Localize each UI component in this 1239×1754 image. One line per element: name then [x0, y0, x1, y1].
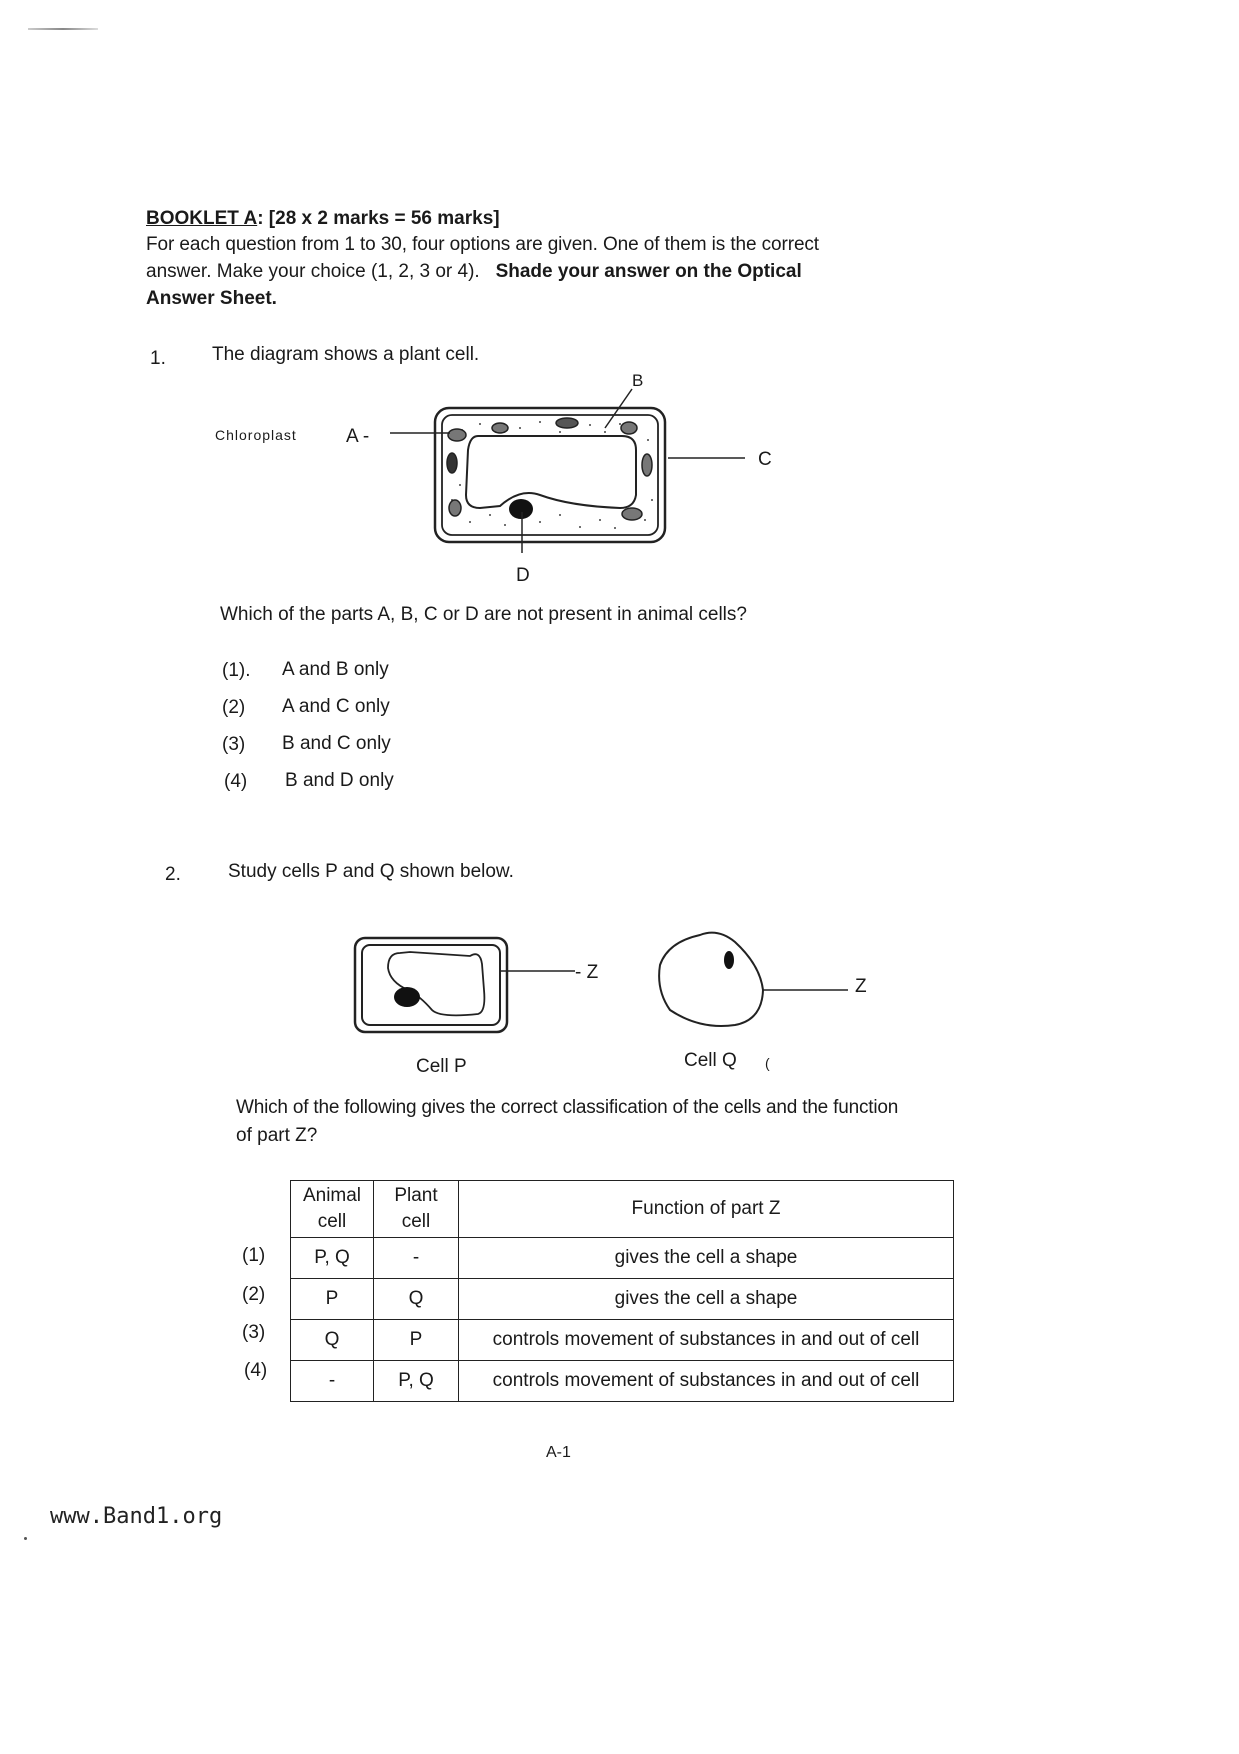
- cell-q-membrane: [659, 933, 763, 1026]
- question-1-text: Which of the parts A, B, C or D are not present in animal cells?: [220, 604, 747, 625]
- cell-plant: P: [374, 1320, 459, 1361]
- stray-mark: (: [765, 1055, 770, 1071]
- cell-function: controls movement of substances in and out of cell: [459, 1361, 954, 1402]
- cell-animal: P: [291, 1279, 374, 1320]
- question-2-stem: Study cells P and Q shown below.: [228, 861, 514, 882]
- table-row: [291, 1361, 954, 1402]
- instructions-line-1: For each question from 1 to 30, four options are given. One of them is the correct: [146, 234, 819, 255]
- cell-function: controls movement of substances in and out of cell: [459, 1320, 954, 1361]
- option-3-text: B and C only: [282, 733, 391, 754]
- option-2-text: A and C only: [282, 696, 390, 717]
- cell-q-label-z: Z: [855, 976, 867, 997]
- question-2-number: 2.: [165, 864, 181, 885]
- header-animal-line1: Animal: [302, 1185, 362, 1206]
- question-2-text-line-2: of part Z?: [236, 1125, 318, 1146]
- header-animal-line2: cell: [317, 1211, 347, 1232]
- header-plant-line2: cell: [401, 1211, 431, 1232]
- cell-function: gives the cell a shape: [459, 1279, 954, 1320]
- cell-plant: P, Q: [374, 1361, 459, 1402]
- cell-plant: -: [374, 1238, 459, 1279]
- scan-dot: [24, 1537, 27, 1540]
- option-3-number: (3): [222, 734, 246, 755]
- booklet-marks: : [28 x 2 marks = 56 marks]: [257, 208, 500, 229]
- question-1-number: 1.: [150, 348, 166, 369]
- cell-p-nucleus: [394, 987, 420, 1007]
- booklet-label: BOOKLET A: [146, 208, 258, 229]
- classification-table: [290, 1180, 954, 1402]
- row-2-number: (2): [242, 1284, 266, 1305]
- header-plant-cell: [374, 1181, 459, 1238]
- cell-animal: P, Q: [291, 1238, 374, 1279]
- option-1-text: A and B only: [282, 659, 389, 680]
- table-row: [291, 1279, 954, 1320]
- row-1-number: (1): [242, 1245, 266, 1266]
- row-4-number: (4): [244, 1360, 268, 1381]
- label-cell-q: Cell Q: [684, 1050, 737, 1071]
- row-3-number: (3): [242, 1322, 266, 1343]
- instructions-bold: Shade your answer on the Optical: [495, 261, 802, 282]
- cell-plant: Q: [374, 1279, 459, 1320]
- option-1-number: (1).: [222, 660, 251, 681]
- option-2-number: (2): [222, 697, 246, 718]
- cell-q-nucleus: [724, 951, 734, 969]
- page-number: A-1: [546, 1444, 571, 1461]
- cell-animal: Q: [291, 1320, 374, 1361]
- header-function: Function of part Z: [459, 1181, 954, 1238]
- header-animal-cell: [291, 1181, 374, 1238]
- cell-p-label-z: - Z: [575, 962, 599, 983]
- instructions-normal: answer. Make your choice (1, 2, 3 or 4).: [146, 261, 480, 282]
- cell-function: gives the cell a shape: [459, 1238, 954, 1279]
- label-a: A -: [346, 426, 370, 447]
- table-row: [291, 1320, 954, 1361]
- header-plant-line1: Plant: [394, 1185, 438, 1206]
- option-4-text: B and D only: [285, 770, 394, 791]
- label-b: B: [632, 371, 644, 390]
- question-2-text-line-1: Which of the following gives the correct classification of the cells and the function: [236, 1097, 899, 1118]
- label-c: C: [758, 449, 772, 470]
- watermark-url: www.Band1.org: [50, 1504, 223, 1529]
- label-chloroplast: Chloroplast: [215, 427, 297, 443]
- instructions-line-3: Answer Sheet.: [146, 288, 277, 309]
- question-1-stem: The diagram shows a plant cell.: [212, 344, 480, 365]
- table-header-row: [291, 1181, 954, 1238]
- table-row: [291, 1238, 954, 1279]
- cell-animal: -: [291, 1361, 374, 1402]
- label-d: D: [516, 565, 530, 586]
- option-4-number: (4): [224, 771, 248, 792]
- label-cell-p: Cell P: [416, 1056, 467, 1077]
